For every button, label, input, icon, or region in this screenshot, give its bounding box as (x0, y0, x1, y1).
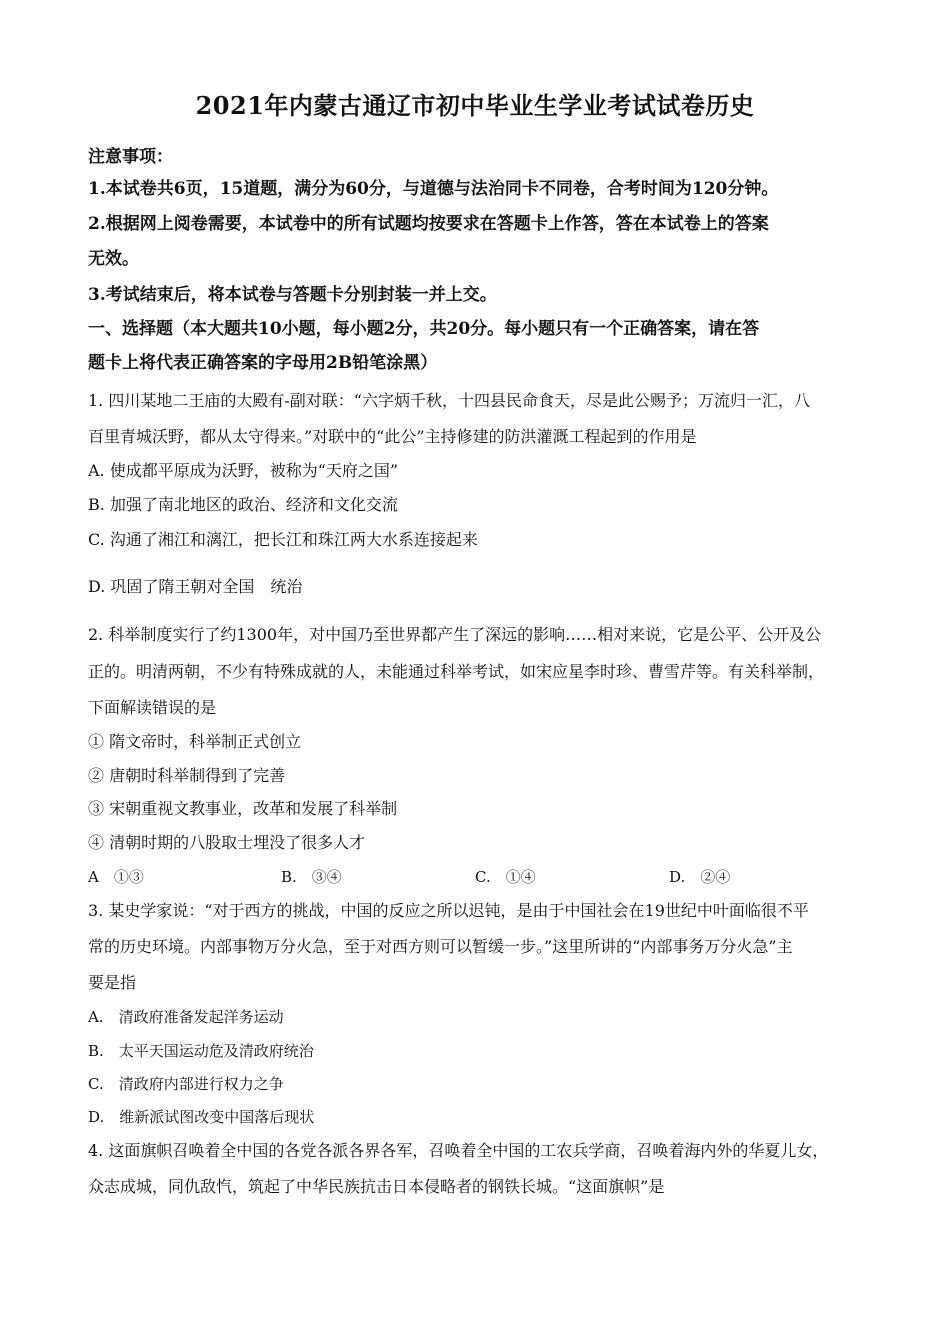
q2-stem-line-3: 下面解读错误的是 (88, 698, 217, 717)
section-heading-line-2: 题卡上将代表正确答案的字母用2B铅笔涂黑） (88, 353, 438, 373)
q3-option-a: A. 清政府准备发起洋务运动 (88, 1008, 284, 1026)
q2-stem-line-1: 2. 科举制度实行了约1300年，对中国乃至世界都产生了深远的影响……相对来说，它是公平、公开及公 (88, 625, 822, 644)
q3-stem-line-2: 常的历史环境。内部事物万分火急，至于对西方则可以暂缓一步。”这里所讲的“内部事务万分火急”主 (88, 937, 793, 956)
q1-option-b: B. 加强了南北地区的政治、经济和文化交流 (88, 495, 398, 514)
q2-option-c: C. ①④ (475, 868, 536, 886)
q1-option-a: A. 使成都平原成为沃野，被称为“天府之国” (88, 461, 399, 480)
q2-statement-3: ③ 宋朝重视文教事业，改革和发展了科举制 (88, 799, 398, 818)
q4-stem-line-1: 4. 这面旗帜召唤着全中国的各党各派各界各军，召唤着全中国的工农兵学商，召唤着海内外的华夏儿女， (88, 1141, 829, 1160)
section-heading-line-1: 一、选择题（本大题共10小题，每小题2分，共20分。每小题只有一个正确答案，请在答 (88, 319, 760, 339)
q1-option-d: D. 巩固了隋王朝对全国 统治 (88, 577, 303, 596)
q4-stem-line-2: 众志成城，同仇敌忾，筑起了中华民族抗击日本侵略者的钢铁长城。“这面旗帜”是 (88, 1177, 665, 1196)
q2-option-a: A ①③ (88, 868, 144, 886)
page-title: 2021年内蒙古通辽市初中毕业生学业考试试卷历史 (195, 91, 755, 120)
q1-stem-line-1: 1. 四川某地二王庙的大殿有-副对联：“六字炳千秋，十四县民命食天，尽是此公赐予；万流归一汇，八 (88, 391, 810, 410)
notice-item-2-line-2: 无效。 (88, 249, 139, 269)
notice-item-1: 1.本试卷共6页，15道题，满分为60分，与道德与法治同卡不同卷，合考时间为120分钟。 (88, 179, 779, 199)
q1-stem-line-2: 百里青城沃野，都从太守得来。”对联中的“此公”主持修建的防洪灌溉工程起到的作用是 (88, 427, 697, 446)
q2-stem-line-2: 正的。明清两朝，不少有特殊成就的人，未能通过科举考试，如宋应星李时珍、曹雪芹等。有关科举制， (88, 662, 825, 681)
q2-option-b: B. ③④ (281, 868, 342, 886)
q3-stem-line-1: 3. 某史学家说：“对于西方的挑战，中国的反应之所以迟钝，是由于中国社会在19世纪中叶面临很不平 (88, 901, 809, 920)
notice-heading: 注意事项： (88, 147, 173, 167)
q3-option-c: C. 清政府内部进行权力之争 (88, 1075, 284, 1093)
q1-option-c: C. 沟通了湘江和漓江，把长江和珠江两大水系连接起来 (88, 530, 478, 549)
q3-option-d: D. 维新派试图改变中国落后现状 (88, 1108, 315, 1126)
q2-option-d: D. ②④ (669, 868, 731, 886)
notice-item-3: 3.考试结束后，将本试卷与答题卡分别封装一并上交。 (88, 285, 497, 305)
notice-item-2-line-1: 2.根据网上阅卷需要，本试卷中的所有试题均按要求在答题卡上作答，答在本试卷上的答案 (88, 214, 769, 234)
q3-stem-line-3: 要是指 (88, 973, 137, 992)
q2-statement-1: ① 隋文帝时，科举制正式创立 (88, 732, 302, 751)
q2-statement-4: ④ 清朝时期的八股取士埋没了很多人才 (88, 833, 366, 852)
q3-option-b: B. 太平天国运动危及清政府统治 (88, 1042, 314, 1060)
q2-statement-2: ② 唐朝时科举制得到了完善 (88, 766, 286, 785)
